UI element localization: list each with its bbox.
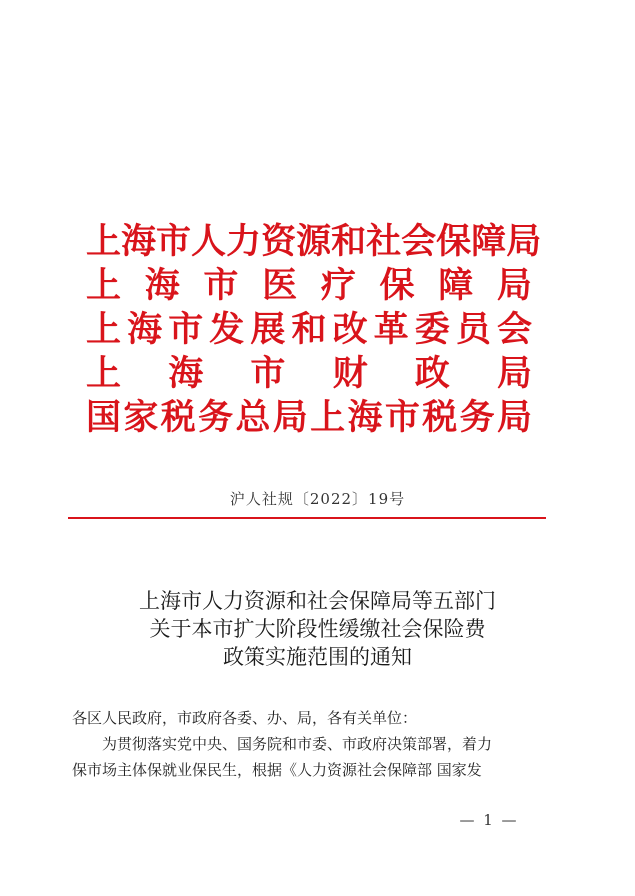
issuer-char: 海	[127, 309, 163, 350]
issuer-line-2	[86, 264, 532, 308]
issuer-char: 疗	[320, 265, 356, 306]
issuer-char: 源	[296, 221, 332, 262]
issuer-char: 社	[366, 221, 402, 262]
issuer-char: 障	[438, 265, 474, 306]
title-line-3: 政策实施范围的通知	[223, 645, 412, 669]
issuer-char: 展	[250, 309, 286, 350]
issuer-char: 局	[496, 265, 532, 306]
issuer-char: 革	[373, 309, 409, 350]
issuer-char: 海	[144, 265, 180, 306]
paragraph-1-line-2: 保市场主体保就业保民生，根据《人力资源社会保障部 国家发	[72, 761, 482, 779]
issuer-char: 和	[291, 309, 327, 350]
issuer-char: 市	[384, 397, 420, 438]
page-number: — 1 —	[459, 811, 519, 829]
paragraph-1-line-1: 为贯彻落实党中央、国务院和市委、市政府决策部署，着力	[102, 735, 493, 753]
issuer-line-3	[86, 308, 532, 352]
issuer-char: 市	[250, 353, 286, 394]
issuer-char: 财	[332, 353, 368, 394]
issuer-char: 海	[121, 221, 157, 262]
red-separator-line	[68, 517, 546, 519]
issuer-char: 和	[331, 221, 367, 262]
issuer-char: 局	[272, 397, 308, 438]
issuer-char: 局	[496, 353, 532, 394]
issuer-char: 上	[310, 397, 346, 438]
issuer-char: 务	[198, 397, 234, 438]
title-line-1: 上海市人力资源和社会保障局等五部门	[139, 589, 496, 613]
issuer-char: 资	[261, 221, 297, 262]
document-number: 沪人社规〔2022〕19号	[229, 490, 406, 508]
document-title	[0, 587, 635, 671]
issuer-char: 海	[347, 397, 383, 438]
issuer-char: 务	[459, 397, 495, 438]
issuer-char: 会	[401, 221, 437, 262]
issuer-char: 发	[209, 309, 245, 350]
issuer-char: 上	[86, 221, 122, 262]
issuer-line-1	[86, 220, 542, 264]
issuer-char: 国	[86, 397, 122, 438]
issuer-char: 医	[262, 265, 298, 306]
issuer-char: 改	[332, 309, 368, 350]
issuer-char: 局	[506, 221, 542, 262]
issuer-char: 市	[168, 309, 204, 350]
title-line-2: 关于本市扩大阶段性缓缴社会保险费	[149, 617, 486, 641]
issuer-char: 海	[168, 353, 204, 394]
issuer-char: 保	[379, 265, 415, 306]
salutation: 各区人民政府，市政府各委、办、局，各有关单位：	[72, 709, 418, 727]
issuer-char: 力	[226, 221, 262, 262]
issuer-char: 上	[86, 309, 122, 350]
issuer-char: 局	[496, 397, 532, 438]
issuer-char: 总	[235, 397, 271, 438]
issuing-authorities	[86, 220, 542, 440]
issuer-char: 人	[191, 221, 227, 262]
body-text	[72, 705, 554, 783]
issuer-char: 障	[471, 221, 507, 262]
issuer-char: 会	[496, 309, 532, 350]
issuer-char: 市	[203, 265, 239, 306]
issuer-char: 政	[414, 353, 450, 394]
issuer-char: 保	[436, 221, 472, 262]
issuer-char: 税	[422, 397, 458, 438]
issuer-char: 委	[414, 309, 450, 350]
issuer-char: 员	[455, 309, 491, 350]
issuer-char: 上	[86, 265, 122, 306]
issuer-line-4	[86, 352, 532, 396]
issuer-char: 市	[156, 221, 192, 262]
issuer-char: 税	[160, 397, 196, 438]
issuer-char: 上	[86, 353, 122, 394]
issuer-line-5	[86, 396, 532, 440]
issuer-char: 家	[123, 397, 159, 438]
